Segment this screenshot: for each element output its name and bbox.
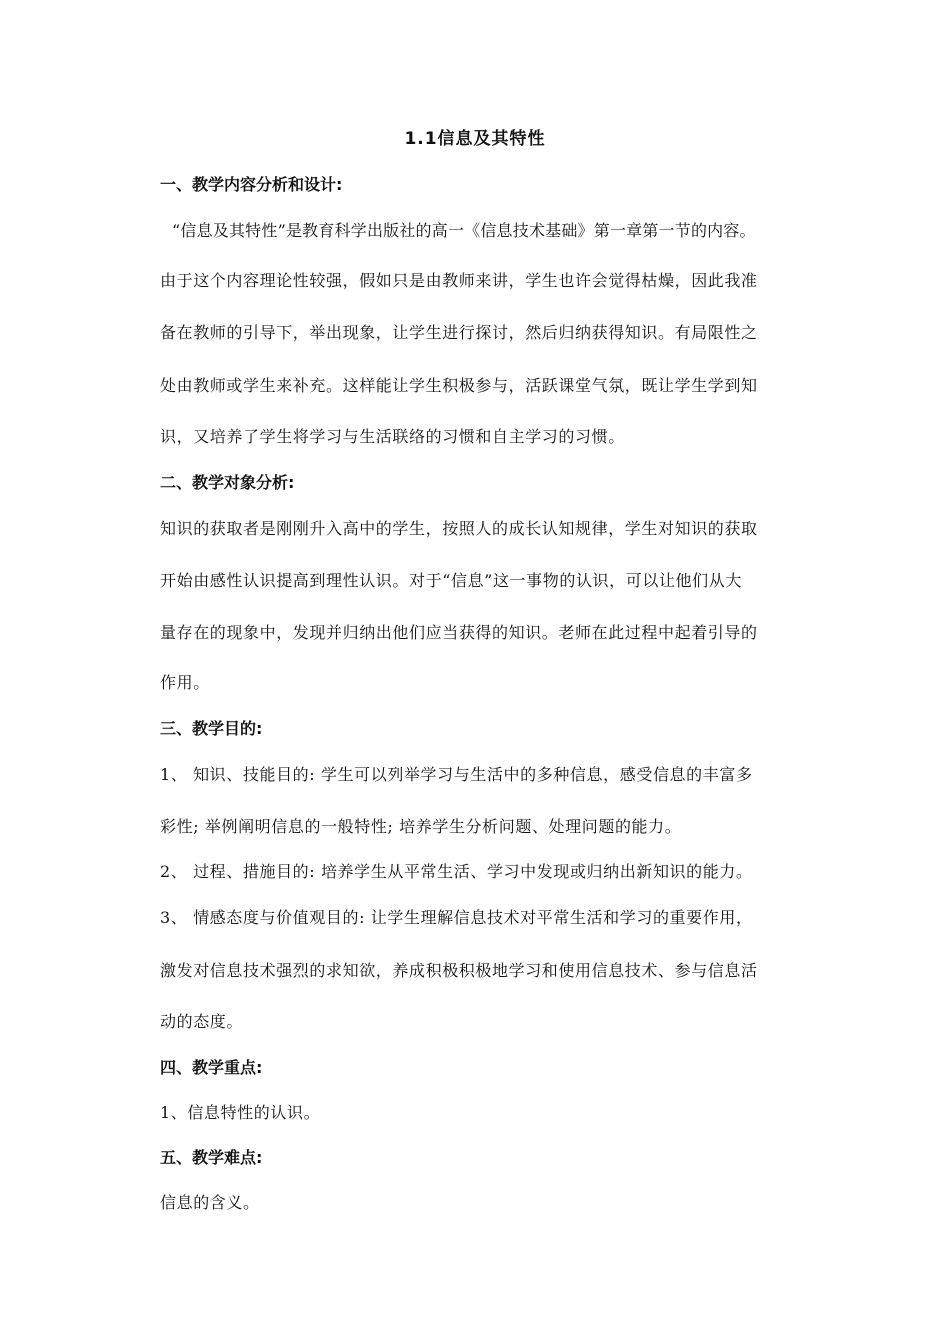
paragraph-line: 量存在的现象中，发现并归纳出他们应当获得的知识。老师在此过程中起着引导的 <box>160 623 758 642</box>
paragraph-line: 知识的获取者是刚刚升入高中的学生，按照人的成长认知规律，学生对知识的获取 <box>160 519 758 538</box>
section-heading-difficulties: 五、教学难点: <box>160 1148 263 1167</box>
list-item-line: 3、 情感态度与价值观目的: 让学生理解信息技术对平常生活和学习的重要作用， <box>160 908 753 927</box>
section-heading-content-analysis: 一、教学内容分析和设计: <box>160 175 343 194</box>
paragraph-line: 处由教师或学生来补充。这样能让学生积极参与，活跃课堂气氛，既让学生学到知 <box>160 376 758 395</box>
paragraph-line: 作用。 <box>160 673 210 692</box>
paragraph-line: 由于这个内容理论性较强，假如只是由教师来讲，学生也许会觉得枯燥，因此我准 <box>160 271 758 290</box>
paragraph-line: “信息及其特性”是教育科学出版社的高一《信息技术基础》第一章第一节的内容。 <box>172 221 756 240</box>
section-heading-audience-analysis: 二、教学对象分析: <box>160 473 295 492</box>
document-title: 1.1信息及其特性 <box>404 129 546 149</box>
list-item-line: 1、信息特性的认识。 <box>160 1103 321 1122</box>
section-heading-teaching-goals: 三、教学目的: <box>160 719 263 738</box>
list-item-line: 1、 知识、技能目的: 学生可以列举学习与生活中的多种信息，感受信息的丰富多 <box>160 765 753 784</box>
list-item-line: 动的态度。 <box>160 1012 244 1031</box>
paragraph-line: 备在教师的引导下，举出现象，让学生进行探讨，然后归纳获得知识。有局限性之 <box>160 323 758 342</box>
paragraph-line: 识，又培养了学生将学习与生活联络的习惯和自主学习的习惯。 <box>160 427 625 446</box>
list-item-line: 激发对信息技术强烈的求知欲，养成积极积极地学习和使用信息技术、参与信息活 <box>160 961 758 980</box>
list-item-line: 彩性; 举例阐明信息的一般特性; 培养学生分析问题、处理问题的能力。 <box>160 817 682 836</box>
paragraph-line: 开始由感性认识提高到理性认识。对于“信息”这一事物的认识，可以让他们从大 <box>160 571 742 590</box>
section-heading-key-points: 四、教学重点: <box>160 1058 263 1077</box>
list-item-line: 2、 过程、措施目的: 培养学生从平常生活、学习中发现或归纳出新知识的能力。 <box>160 862 753 881</box>
paragraph-line: 信息的含义。 <box>160 1193 260 1212</box>
